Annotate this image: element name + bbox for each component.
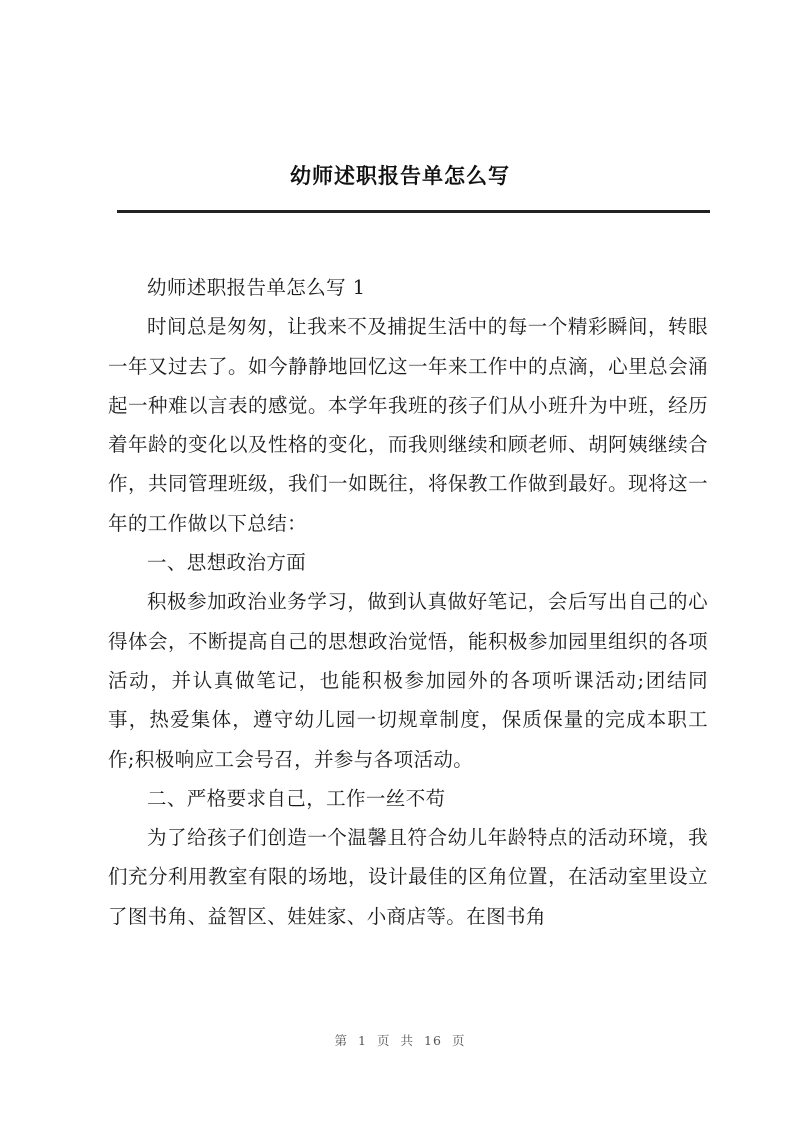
paragraph: 为了给孩子们创造一个温馨且符合幼儿年龄特点的活动环境，我们充分利用教室有限的场地，设计最佳的区角位置，在活动室里设立了图书角、益智区、娃娃家、小商店等。在图书角 <box>108 826 708 928</box>
page-suffix: 页 <box>377 1033 391 1048</box>
page-title: 幼师述职报告单怎么写 <box>290 164 510 188</box>
page-footer <box>0 1031 800 1049</box>
title-divider <box>117 210 710 213</box>
total-label: 共 <box>400 1033 415 1048</box>
section-heading: 幼师述职报告单怎么写 1 <box>147 276 366 299</box>
paragraph: 积极参加政治业务学习，做到认真做好笔记，会后写出自己的心得体会，不断提高自己的思想政治觉悟，能积极参加园里组织的各项活动，并认真做笔记，也能积极参加园外的各项听课活动;团结同事，热爱集体，遵守幼儿园一切规章制度，保质保量的完成本职工作;积极响应工会号召，并参与各项活动。 <box>108 590 708 771</box>
total-suffix: 页 <box>451 1033 466 1048</box>
section-heading: 二、严格要求自己，工作一丝不苟 <box>147 786 446 810</box>
section-heading: 一、思想政治方面 <box>147 551 307 575</box>
document-body <box>108 268 708 936</box>
page-number: 1 <box>358 1033 367 1048</box>
total-pages: 16 <box>424 1033 442 1048</box>
paragraph: 时间总是匆匆，让我来不及捕捉生活中的每一个精彩瞬间，转眼一年又过去了。如今静静地回忆这一年来工作中的点滴，心里总会涌起一种难以言表的感觉。本学年我班的孩子们从小班升为中班，经历着年龄的变化以及性格的变化，而我则继续和顾老师、胡阿姨继续合作，共同管理班级，我们一如既往，将保教工作做到最好。现将这一年的工作做以下总结： <box>108 315 708 535</box>
page-label: 第 <box>334 1033 349 1048</box>
